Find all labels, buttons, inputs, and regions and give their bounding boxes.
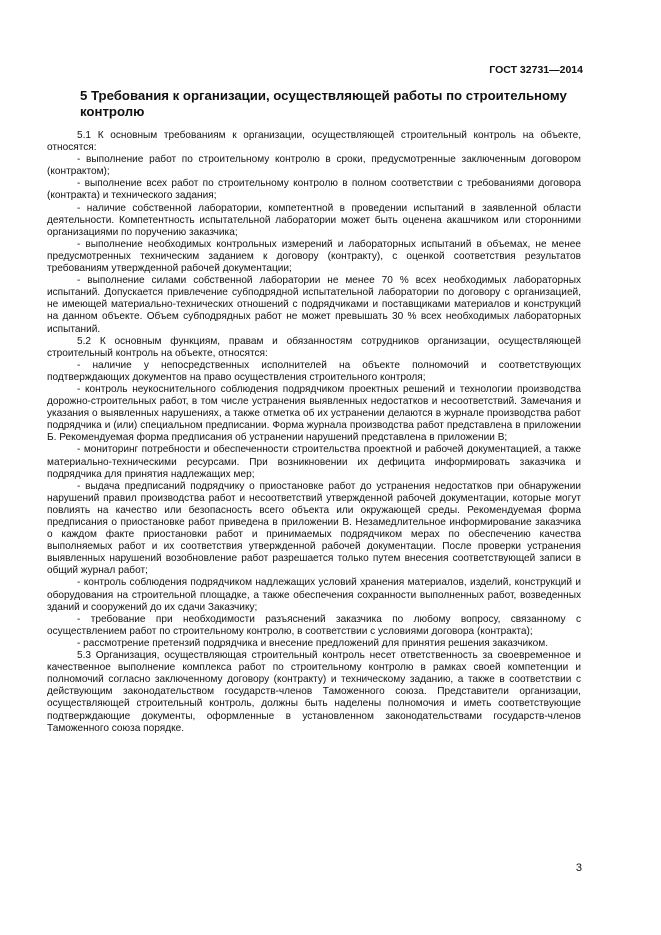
list-item: - выполнение всех работ по строительному контролю в полном соответствии с требованиями договора (контракта) и технического задания; [47,178,581,202]
list-item: - рассмотрение претензий подрядчика и внесение предложений для принятия решения заказчиком. [77,637,549,649]
list-item: - наличие собственной лаборатории, компетентной в проведении испытаний в заявленной области деятельности. Компетентность испытательной лаборатории может быть оценена акашчиком или сторонними организациями по поручению заказчика; [47,202,581,238]
paragraph-5-3: 5.3 Организация, осуществляющая строительный контроль несет ответственность за своевременное и качественное выполнение комплекса работ по строительному контролю в рамках своей компетенции и полномочий согласно заключенному договору (контракту) и техническому заданию, а также в соответствии с действующим законодательством государств-членов Таможенного союза. Представители организации, осуществляющей строительный контроль, должны быть наделены полномочия и иметь соответствующие подтверждающие документы, оформленные в установленном законодательствами государств-членов Таможенного союза порядке. [47,650,581,734]
document-header-id: ГОСТ 32731—2014 [489,64,583,76]
list-item: - выполнение силами собственной лаборатории не менее 70 % всех необходимых лабораторных испытаний. Допускается привлечение субподрядной испытательной лаборатории по договору с организацией, не имеющей материально-технических отношений с подрядчиками и поставщиками материалов и конструкций на данном объекте. Объем субподрядных работ не может превышать 30 % всех необходимых лабораторных испытаний. [47,275,581,335]
list-item: - наличие у непосредственных исполнителей на объекте полномочий и соответствующих подтверждающих документов на право осуществления строительного контроля; [47,359,581,383]
list-item: - требование при необходимости разъяснений заказчика по любому вопросу, связанному с осуществлением работ по строительному контролю, в соответствии с условиями договора (контракта); [47,613,581,637]
list-item: - выполнение работ по строительному контролю в сроки, предусмотренные заключенным договором (контрактом); [47,154,581,178]
section-body [47,130,581,735]
page-number: 3 [575,862,582,874]
list-item: - мониторинг потребности и обеспеченности строительства проектной и рабочей документацией, а также материально-техническими ресурсами. При возникновении их дефицита информировать заказчика и подрядчика для принятия надлежащих мер; [47,444,581,480]
list-item: - контроль соблюдения подрядчиком надлежащих условий хранения материалов, изделий, конструкций и оборудования на строительной площадке, а также обеспечения сохранности выполненных работ, возведенных зданий и сооружений до их сдачи Заказчику; [47,577,581,613]
section-title: 5 Требования к организации, осуществляющей работы по строительному контролю [80,88,567,119]
list-item: - выдача предписаний подрядчику о приостановке работ до устранения недостатков при обнаружении нарушений правил производства работ и несоответствий утвержденной рабочей документации, которые могут повлиять на качество или безопасность всего объекта или окружающей среды. Рекомендуемая форма предписания о приостановке работ приведена в приложении В. Незамедлительное информирование заказчика о каждом факте приостановки работ и принимаемых подрядчиком мерах по обеспечению качества выполняемых работ и их соответствия утвержденной рабочей документации. После проверки устранения выявленных нарушений возобновление работ разрешается только путем внесения соответствующей записи в общий журнал работ; [47,480,581,577]
paragraph-5-2: 5.2 К основным функциям, правам и обязанностям сотрудников организации, осуществляющей строительный контроль на объекте, относятся: [47,335,581,359]
list-item: - выполнение необходимых контрольных измерений и лабораторных испытаний в объемах, не менее предусмотренных техническим заданием к договору (контракту), с оценкой соответствия результатов требованиям утвержденной рабочей документации; [47,238,581,275]
paragraph-5-1: 5.1 К основным требованиям к организации, осуществляющей строительный контроль на объекте, относятся: [47,130,581,154]
list-item: - контроль неукоснительного соблюдения подрядчиком проектных решений и технологии производства дорожно-строительных работ, в том числе устранения выявленных недостатков и несоответствий. Замечания и указания о выявленных нарушениях, а также отметка об их устранении делаются в журнале производства работ подрядчика и (или) специальном предписании. Форма журнала производства работ представлена в приложении Б. Рекомендуемая форма предписания об устранении нарушений представлена в приложении В; [47,383,581,444]
